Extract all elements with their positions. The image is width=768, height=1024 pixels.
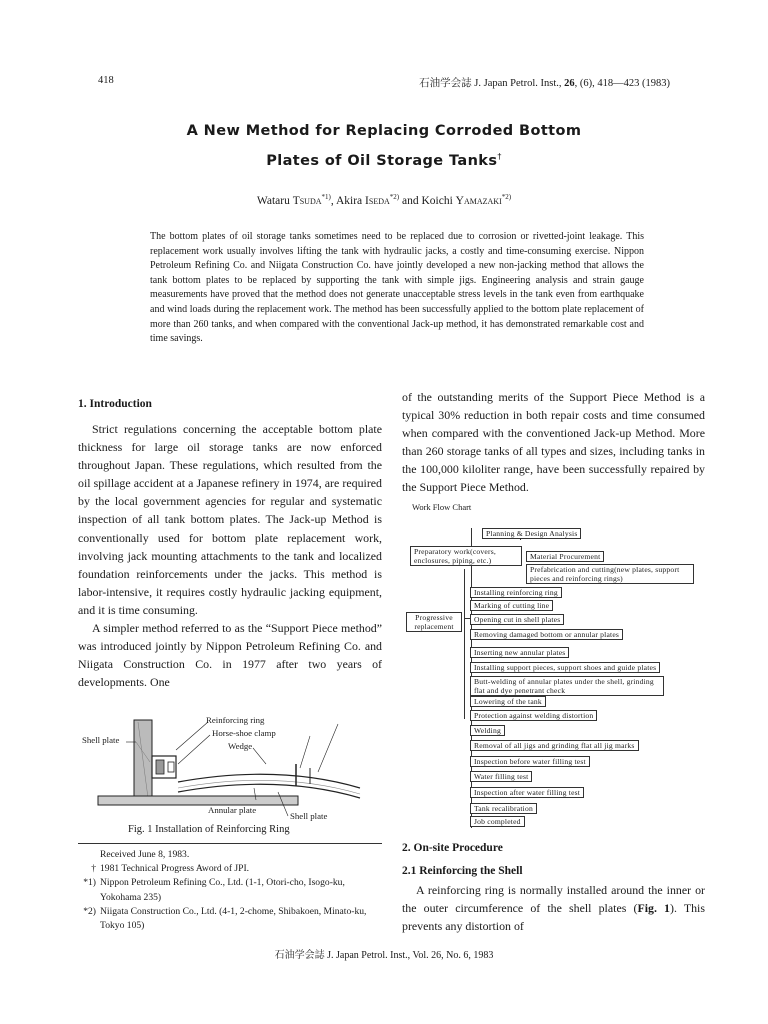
workflow-title: Work Flow Chart: [412, 502, 472, 512]
figure-1-caption: Fig. 1 Installation of Reinforcing Ring: [128, 824, 290, 835]
workflow-chart: [400, 518, 706, 836]
wf-step-8: Lowering of the tank: [470, 696, 546, 707]
wf-step-16: Job completed: [470, 816, 525, 827]
wf-step-1: Installing reinforcing ring: [470, 587, 562, 598]
wf-step-4: Removing damaged bottom or annular plates: [470, 629, 623, 640]
intro-paragraph-2: A simpler method referred to as the “Support Piece method” was introduced jointly by Nippon Petroleum Refining Co. and Niigata Construction Co. in 1977 after two years of developments. One: [78, 621, 382, 690]
intro-paragraph-2-continued: of the outstanding merits of the Support Piece Method is a typical 30% reduction in both repair costs and time consumed when compared with the conventioned Jack-up Method. More than 260 storage tanks of all types and sizes, including tanks in the 100,000 kiloliter range, have been successfully repaired by the Support Piece Method.: [402, 390, 705, 495]
wf-step-13: Water filling test: [470, 771, 532, 782]
page-footer: 石油学会誌 J. Japan Petrol. Inst., Vol. 26, No. 6, 1983: [274, 950, 494, 961]
wf-step-11: Removal of all jigs and grinding flat all jig marks: [470, 740, 639, 751]
footnotes: [76, 848, 386, 933]
page-number: 418: [98, 75, 114, 86]
footnote-affiliation-1: *1) Nippon Petroleum Refining Co., Ltd. (1-1, Otori-cho, Isogo-ku, Yokohama 235): [83, 877, 345, 903]
wf-step-9: Protection against welding distortion: [470, 710, 597, 721]
footnote-rule: [78, 843, 382, 844]
footnote-received: Received June 8, 1983.: [100, 849, 190, 860]
label-annular-plate: Annular plate: [208, 805, 257, 815]
intro-paragraph-1: Strict regulations concerning the acceptable bottom plate thickness for large oil storage tanks are now enforced throughout Japan. These regulations, which resulted from the oil spillage accident at a Japanese refinery in 1974, are required by the local government agencies for regular and systematic inspection of all tank bottom plates. The Jack-up Method is conventionally used for bottom plate replacement work, involving jack mounting attachments to the tank and localized foundation reinforcements under the jacks. This method is labor-intensive, it requires costly hydraulic jacking equipment, and it is time consuming.: [78, 422, 382, 617]
section-2-1-text: A reinforcing ring is normally installed around the inner or the outer circumference of the shell plates (Fig. 1). This prevents any distortion of: [402, 883, 705, 934]
footnote-affiliation-2: *2) Niigata Construction Co., Ltd. (4-1, 2-chome, Shibakoen, Minato-ku, Tokyo 105): [83, 905, 367, 932]
wf-step-7: Butt-welding of annular plates under the shell, grinding flat and dye penetrant check: [470, 676, 664, 696]
paper-title-line2: Plates of Oil Storage Tanks†: [266, 152, 502, 169]
wf-prefab: Prefabrication and cutting(new plates, support pieces and reinforcing rings): [526, 564, 694, 584]
wf-step-10: Welding: [470, 725, 505, 736]
wf-step-14: Inspection after water filling test: [470, 787, 584, 798]
label-wedge: Wedge: [228, 741, 253, 751]
wf-step-15: Tank recalibration: [470, 803, 537, 814]
section-heading-introduction: 1. Introduction: [78, 398, 152, 410]
wf-step-6: Installing support pieces, support shoes and guide plates: [470, 662, 660, 673]
wf-material: Material Procurement: [526, 551, 604, 562]
wf-step-12: Inspection before water filling test: [470, 756, 590, 767]
wf-step-3: Opening cut in shell plates: [470, 614, 564, 625]
wf-step-5: Inserting new annular plates: [470, 647, 569, 658]
wf-preparatory: Preparatory work(covers, enclosures, piping, etc.): [410, 546, 522, 566]
wf-step-2: Marking of cutting line: [470, 600, 553, 611]
paper-title-line1: A New Method for Replacing Corroded Bottom: [186, 123, 582, 139]
subsection-heading-reinforcing: 2.1 Reinforcing the Shell: [402, 865, 523, 877]
footnote-award: † 1981 Technical Progress Aword of JPI.: [91, 863, 250, 875]
label-shell-plate-bottom: Shell plate: [290, 811, 328, 821]
label-shell-plate-left: Shell plate: [82, 735, 120, 745]
wf-planning: Planning & Design Analysis: [482, 528, 581, 539]
section-heading-on-site: 2. On-site Procedure: [402, 842, 503, 854]
wf-progressive: Progressive replacement: [406, 612, 462, 632]
label-reinforcing-ring: Reinforcing ring: [206, 715, 265, 725]
intro-text: [78, 420, 382, 691]
journal-reference: 石油学会誌 J. Japan Petrol. Inst., 26, (6), 418—423 (1983): [419, 78, 670, 89]
author-list: Wataru Tsuda$^{*1)}$, Akira Iseda$^{*2)}$ and Koichi Yamazaki$^{*2)}$: [256, 193, 512, 207]
label-horse-shoe-clamp: Horse-shoe clamp: [212, 728, 276, 738]
abstract: The bottom plates of oil storage tanks sometimes need to be replaced due to corrosion or rivetted-joint leakage. This replacement work usually involves lifting the tank with hydraulic jacks, a costly and time-consuming exercise. Nippon Petroleum Refining Co. and Niigata Construction Co. have jointly developed a new non-jacking method that allows the tank bottom plates to be replaced by supporting the tank with simple jigs. Engineering analysis and strain gauge measurements have proved that the method does not generate unacceptable stress levels in the tank even from earthquake and wind loads during the replacement work. The method has been successfully applied to the bottom plate replacement of more than 260 tanks, and when compared with the conventional Jack-up method, it has demonstrated remarkable cost and time savings.: [150, 231, 644, 345]
